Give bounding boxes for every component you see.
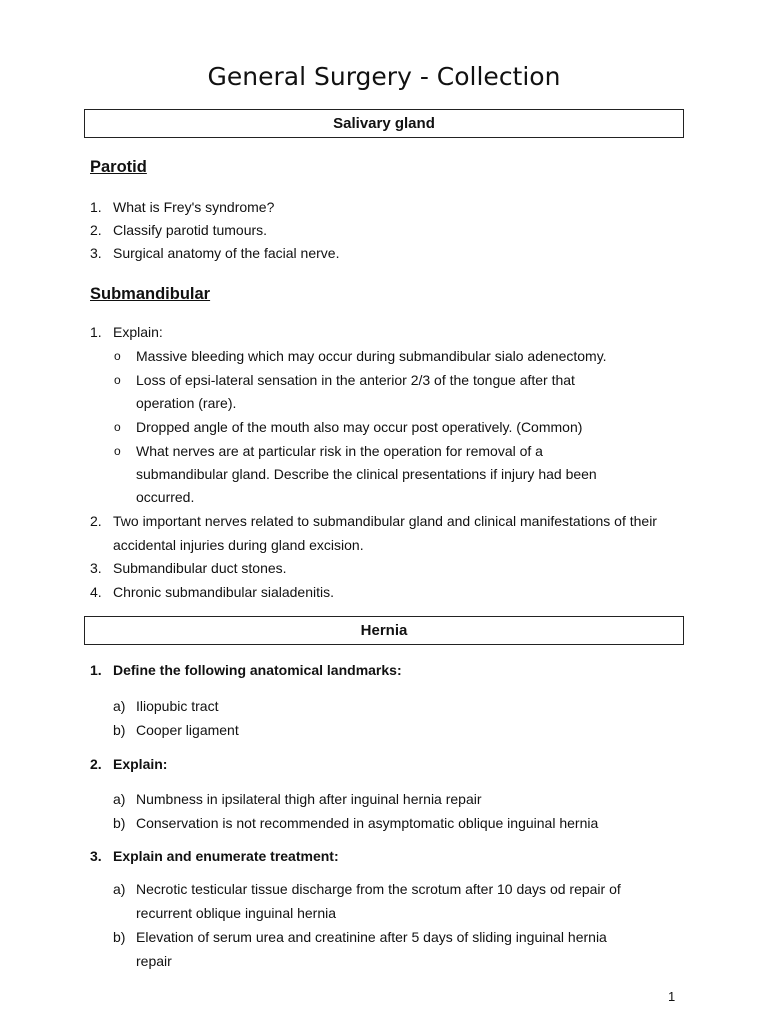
list-number: 3.: [90, 245, 102, 261]
subitem-marker: b): [113, 929, 126, 945]
list-number: 1.: [90, 199, 102, 215]
bullet-item: Loss of epsi-lateral sensation in the anterior 2/3 of the tongue after that: [136, 372, 575, 388]
subheading-submandibular: Submandibular: [90, 285, 211, 303]
question-text: Define the following anatomical landmarks:: [113, 662, 402, 678]
bullet-item-continued: occurred.: [136, 489, 195, 505]
subheading-parotid: Parotid: [90, 158, 147, 176]
list-item: Submandibular duct stones.: [113, 560, 287, 576]
subitem-marker: a): [113, 698, 126, 714]
list-item: Two important nerves related to submandibular gland and clinical manifestations of their: [113, 513, 657, 529]
subitem-marker: b): [113, 722, 126, 738]
section-header-salivary-gland: Salivary gland: [84, 109, 684, 138]
question-number: 1.: [90, 662, 102, 678]
bullet-marker: o: [114, 373, 121, 387]
subitem-marker: a): [113, 881, 126, 897]
bullet-item: What nerves are at particular risk in the operation for removal of a: [136, 443, 543, 459]
subitem-text: Conservation is not recommended in asymptomatic oblique inguinal hernia: [136, 815, 599, 831]
bullet-marker: o: [114, 420, 121, 434]
list-item: What is Frey's syndrome?: [113, 199, 275, 215]
bullet-marker: o: [114, 444, 121, 458]
list-number: 2.: [90, 222, 102, 238]
list-number: 3.: [90, 560, 102, 576]
bullet-item: Dropped angle of the mouth also may occur post operatively. (Common): [136, 419, 583, 435]
list-item: Chronic submandibular sialadenitis.: [113, 584, 335, 600]
subitem-text: Necrotic testicular tissue discharge from the scrotum after 10 days od repair of: [136, 881, 621, 897]
list-number: 2.: [90, 513, 102, 529]
question-number: 2.: [90, 756, 102, 772]
section-header-hernia: Hernia: [84, 616, 684, 645]
question-text: Explain and enumerate treatment:: [113, 848, 339, 864]
list-number: 4.: [90, 584, 102, 600]
subitem-marker: a): [113, 791, 126, 807]
question-text: Explain:: [113, 756, 168, 772]
bullet-marker: o: [114, 349, 121, 363]
subitem-text: Cooper ligament: [136, 722, 239, 738]
subitem-text: Numbness in ipsilateral thigh after inguinal hernia repair: [136, 791, 482, 807]
subitem-text: Elevation of serum urea and creatinine after 5 days of sliding inguinal hernia: [136, 929, 607, 945]
page-number: 1: [668, 989, 676, 1004]
subitem-text-continued: repair: [136, 953, 172, 969]
subitem-marker: b): [113, 815, 126, 831]
subitem-text: Iliopubic tract: [136, 698, 219, 714]
bullet-item-continued: submandibular gland. Describe the clinical presentations if injury had been: [136, 466, 597, 482]
list-item: Explain:: [113, 324, 163, 340]
subitem-text-continued: recurrent oblique inguinal hernia: [136, 905, 337, 921]
list-number: 1.: [90, 324, 102, 340]
bullet-item-continued: operation (rare).: [136, 395, 237, 411]
bullet-item: Massive bleeding which may occur during submandibular sialo adenectomy.: [136, 348, 607, 364]
list-item: Surgical anatomy of the facial nerve.: [113, 245, 340, 261]
list-item: Classify parotid tumours.: [113, 222, 268, 238]
list-item-continued: accidental injuries during gland excision.: [113, 537, 364, 553]
question-number: 3.: [90, 848, 102, 864]
document-title: General Surgery - Collection: [207, 62, 561, 91]
